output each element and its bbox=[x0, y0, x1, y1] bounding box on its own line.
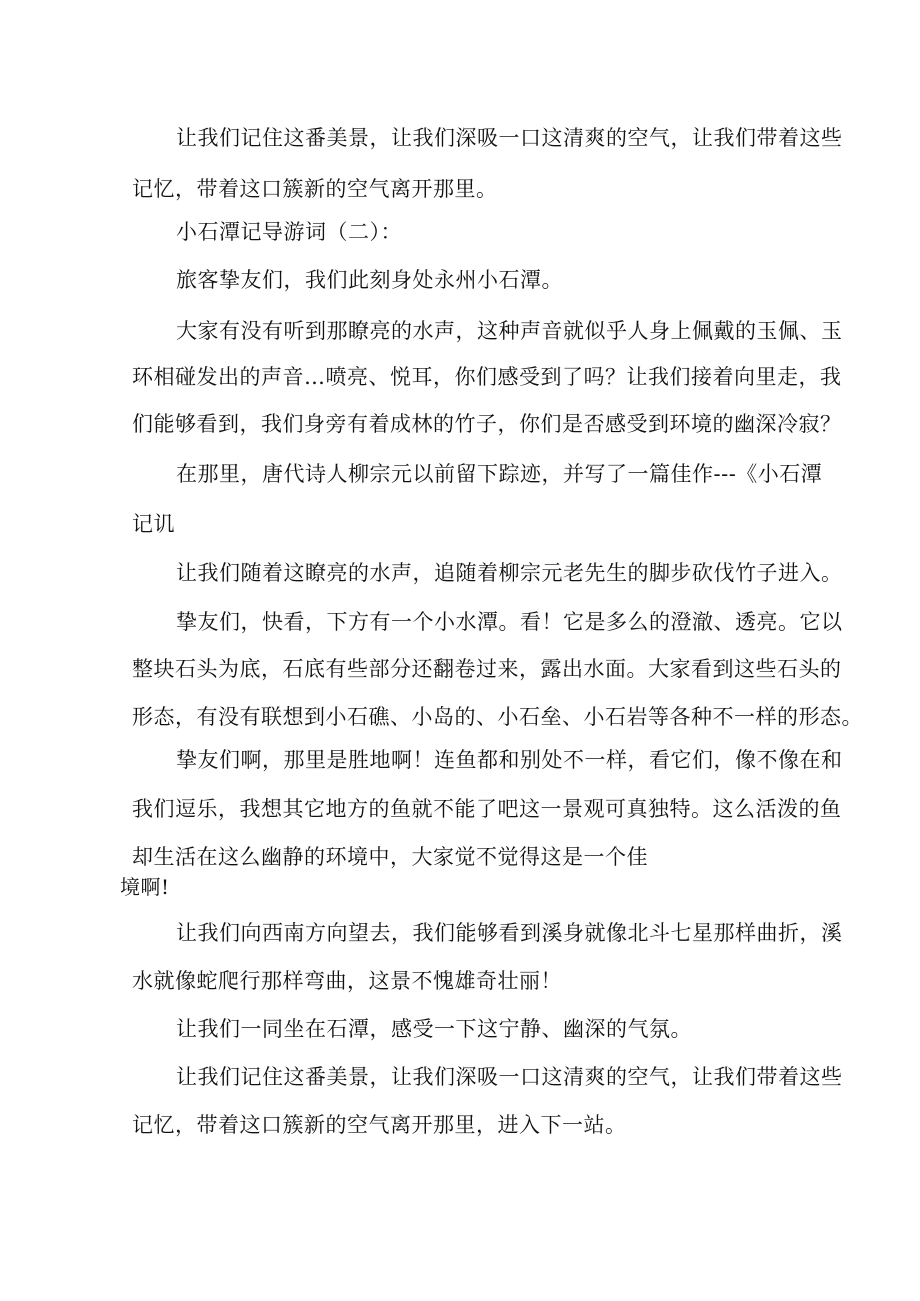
text-line: 却生活在这么幽静的环境中，大家觉不觉得这是一个佳 bbox=[132, 845, 648, 869]
text-line: 形态，有没有联想到小石礁、小岛的、小石垒、小石岩等各种不一样的形态。 bbox=[132, 705, 863, 729]
text-line: 挚友们，快看，下方有一个小水潭。看！它是多么的澄澈、透亮。它以 bbox=[176, 610, 843, 634]
text-line: 们能够看到，我们身旁有着成林的竹子，你们是否感受到环境的幽深冷寂？ bbox=[132, 412, 842, 436]
text-line: 在那里，唐代诗人柳宗元以前留下踪迹，并写了一篇佳作---《小石潭 bbox=[176, 462, 823, 486]
text-line: 境啊! bbox=[120, 875, 170, 899]
text-line: 整块石头为底，石底有些部分还翻卷过来，露出水面。大家看到这些石头的 bbox=[132, 657, 842, 681]
text-line: 记忆，带着这口簇新的空气离开那里。 bbox=[132, 177, 498, 201]
text-line: 旅客挚友们，我们此刻身处永州小石潭。 bbox=[176, 268, 563, 292]
text-line: 我们逗乐，我想其它地方的鱼就不能了吧这一景观可真独特。这么活泼的鱼 bbox=[132, 797, 842, 821]
text-line: 让我们一同坐在石潭，感受一下这宁静、幽深的气氛。 bbox=[176, 1017, 692, 1041]
text-line: 挚友们啊，那里是胜地啊！连鱼都和别处不一样，看它们，像不像在和 bbox=[176, 748, 843, 772]
text-line: 大家有没有听到那瞭亮的水声，这种声音就似乎人身上佩戴的玉佩、玉 bbox=[176, 319, 843, 343]
text-line: 让我们记住这番美景，让我们深吸一口这清爽的空气，让我们带着这些 bbox=[176, 1065, 843, 1089]
text-line: 水就像蛇爬行那样弯曲，这景不愧雄奇壮丽！ bbox=[132, 969, 562, 993]
section-heading: 小石潭记导游词（二）： bbox=[176, 220, 402, 244]
text-line: 让我们记住这番美景，让我们深吸一口这清爽的空气，让我们带着这些 bbox=[176, 126, 843, 150]
text-line: 记讥 bbox=[132, 512, 175, 536]
text-line: 环相碰发出的声音…喷亮、悦耳，你们感受到了吗？让我们接着向里走，我 bbox=[132, 365, 842, 389]
text-line: 让我们随着这瞭亮的水声，追随着柳宗元老先生的脚步砍伐竹子进入。 bbox=[176, 561, 843, 585]
text-line: 让我们向西南方向望去，我们能够看到溪身就像北斗七星那样曲折，溪 bbox=[176, 921, 843, 945]
text-line: 记忆，带着这口簇新的空气离开那里，进入下一站。 bbox=[132, 1113, 627, 1137]
